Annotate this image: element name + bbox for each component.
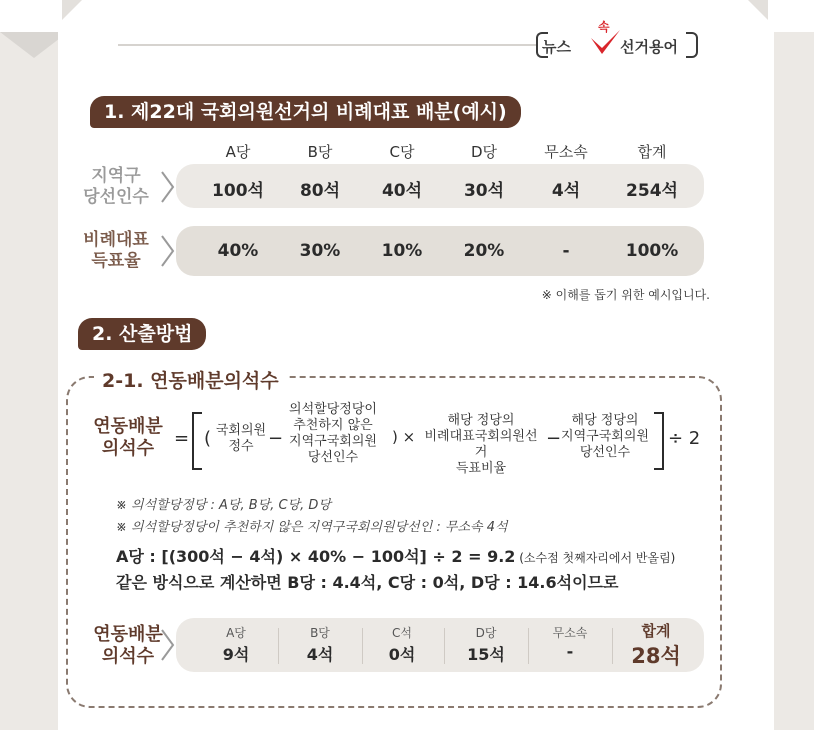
formula-line: 해당 정당의 (571, 413, 639, 428)
formula-line: 국회의원 (215, 423, 267, 438)
result-label-line: 의석수 (101, 646, 155, 667)
row-label-line: 당선인수 (83, 187, 149, 207)
formula-line: 지역구국회의원 (561, 429, 649, 444)
result-head: C석 (392, 626, 412, 640)
formula-line: 당선인수 (579, 445, 631, 460)
table-cell: 100석 (212, 181, 264, 201)
result-value: 4석 (306, 645, 334, 664)
column-header: 무소속 (544, 143, 588, 161)
term-party-district-winners (556, 413, 654, 461)
table-cell: 4석 (551, 181, 581, 201)
result-value: 0석 (388, 645, 416, 664)
column-header: B당 (307, 143, 333, 161)
result-divider (612, 628, 613, 664)
note-line: ※ 의석할당정당 : A당, B당, C당, D당 (116, 498, 331, 513)
total-value: 28석 (631, 644, 681, 668)
term-unrecommended-winners (278, 402, 388, 466)
corner-fold-right (748, 0, 768, 20)
formula-label (82, 416, 174, 460)
formula-label-line: 의석수 (101, 438, 155, 459)
table-cell: 30% (299, 241, 341, 261)
formula-line: 해당 정당의 (447, 413, 515, 428)
formula-line: 추천하지 않은 (293, 418, 373, 433)
row-label-proportional-vote (80, 230, 152, 272)
row-label-line: 지역구 (91, 166, 141, 186)
chevron-right-icon (160, 628, 176, 662)
news-dictionary-logo (536, 20, 700, 58)
logo-bracket-right (686, 32, 698, 58)
logo-text-right: 선거용어 (620, 38, 678, 56)
column-header: 합계 (637, 143, 667, 161)
section1-title: 1. 제22대 국회의원선거의 비례대표 배분(예시) (90, 96, 521, 128)
table-cell: 30석 (463, 181, 505, 201)
formula-line: 당선인수 (307, 450, 359, 465)
paren-open: ( (204, 428, 212, 449)
column-header: A당 (225, 143, 251, 161)
calc-rounding-note: (소수점 첫째자리에서 반올림) (515, 551, 676, 565)
calc-main: A당 : [(300석 − 4석) × 40% − 100석] ÷ 2 = 9.2 (116, 547, 516, 566)
minus-sign: − (546, 428, 562, 449)
result-label-line: 연동배분 (93, 624, 163, 645)
row-label-line: 득표율 (91, 251, 141, 271)
chevron-right-icon (160, 170, 176, 204)
corner-fold-left (62, 0, 82, 20)
table-cell: 40% (217, 241, 259, 261)
result-head: B당 (310, 626, 330, 640)
equals-sign: = (174, 428, 190, 449)
header-rule (118, 44, 538, 46)
example-note: ※ 이해를 돕기 위한 예시입니다. (541, 288, 710, 302)
table-cell: 254석 (626, 181, 678, 201)
right-frame (774, 32, 814, 730)
bracket-close (654, 412, 664, 470)
term-seats-total (210, 423, 272, 455)
divide-by-two: ÷ 2 (668, 428, 701, 449)
minus-sign: − (268, 428, 284, 449)
row-label-line: 비례대표 (83, 230, 149, 250)
note-line: ※ 의석할당정당이 추천하지 않은 지역구국회의원당선인 : 무소속 4석 (116, 520, 508, 535)
table-cell: - (562, 241, 570, 261)
logo-text-left: 뉴스 (542, 38, 571, 56)
column-header: D당 (470, 143, 498, 161)
paren-close-times: ) × (392, 428, 416, 446)
table-cell: 20% (463, 241, 505, 261)
result-divider (528, 628, 529, 664)
formula-line: 득표비율 (455, 461, 507, 476)
result-head: D당 (475, 626, 497, 640)
total-head: 합계 (641, 622, 671, 640)
term-vote-ratio (422, 413, 540, 477)
column-header: C당 (389, 143, 415, 161)
logo-text-mid: 속 (598, 20, 610, 34)
formula-line: 의석할당정당이 (289, 402, 377, 417)
result-head: 무소속 (552, 626, 588, 640)
bracket-open (192, 412, 202, 470)
section2-title: 2. 산출방법 (78, 318, 206, 350)
table-cell: 100% (625, 241, 679, 261)
table-cell: 10% (381, 241, 423, 261)
chevron-right-icon (160, 234, 176, 268)
check-mark-icon (588, 18, 622, 58)
formula-line: 지역구국회의원 (289, 434, 377, 449)
formula-line: 비례대표국회의원선거 (424, 429, 538, 460)
result-value: 9석 (222, 645, 250, 664)
table-cell: 80석 (299, 181, 341, 201)
formula-label-line: 연동배분 (93, 416, 163, 437)
calc-example (116, 544, 675, 567)
calc-summary: 같은 방식으로 계산하면 B당 : 4.4석, C당 : 0석, D당 : 14.6석이므로 (116, 573, 619, 592)
result-value: - (566, 642, 574, 661)
section2-subtitle: 2-1. 연동배분의석수 (94, 366, 287, 393)
result-value: 15석 (467, 645, 505, 664)
result-divider (444, 628, 445, 664)
row-label-district-winners (80, 166, 152, 208)
result-divider (278, 628, 279, 664)
result-head: A당 (226, 626, 246, 640)
table-cell: 40석 (381, 181, 423, 201)
formula-line: 정수 (228, 439, 254, 454)
